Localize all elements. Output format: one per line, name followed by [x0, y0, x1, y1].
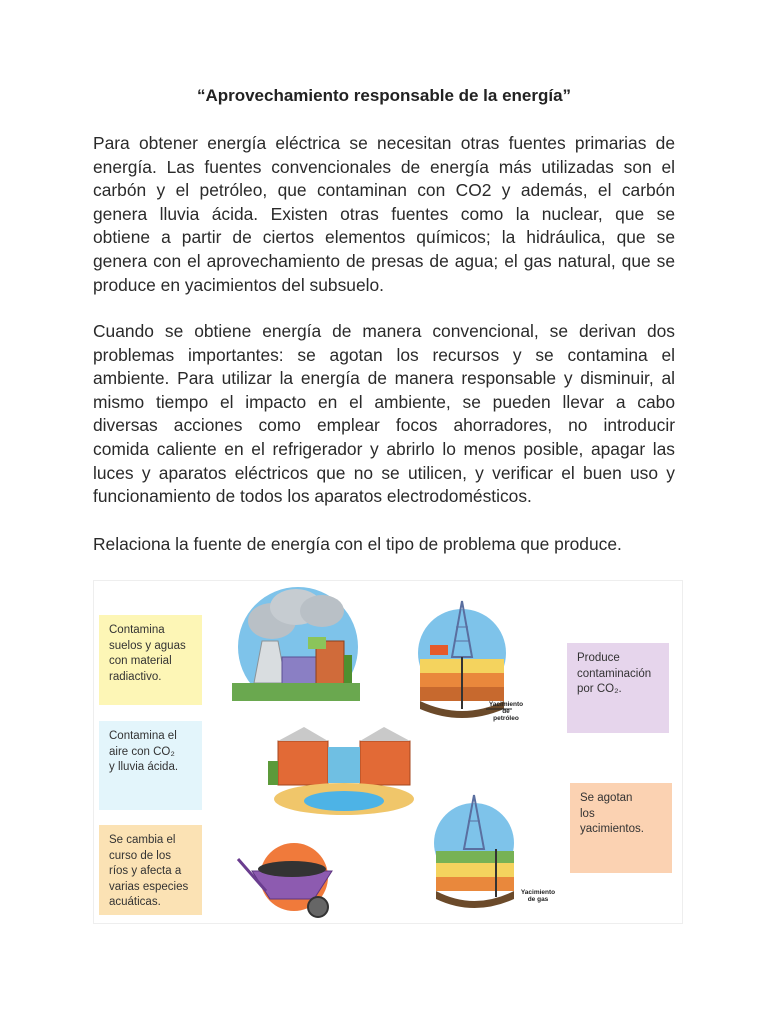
- paragraph-line: problemas importantes: se agotan los recursos y se contamina el: [93, 344, 675, 365]
- paragraph-line: diversas acciones como emplear focos ahorradores, no introducir: [93, 415, 675, 436]
- box-text: con material: [109, 655, 172, 668]
- paragraph-line: produce en yacimientos del subsuelo.: [93, 274, 384, 295]
- box-text: Se agotan: [580, 792, 633, 804]
- coal-wheelbarrow-illustration: [232, 841, 362, 923]
- box-text: varias especies: [109, 880, 189, 893]
- paragraph-problemas: [93, 320, 675, 509]
- box-text: acuáticas.: [109, 896, 161, 909]
- paragraph-line: carbón y el petróleo, que contaminan con CO2 y además, el carbón: [93, 180, 675, 201]
- label-box-radioactive: [99, 615, 202, 705]
- box-text: Contamina: [109, 624, 165, 636]
- box-text: ríos y afecta a: [109, 865, 182, 878]
- box-text: suelos y aguas: [109, 639, 186, 652]
- box-text: y lluvia ácida.: [109, 761, 179, 774]
- hydroelectric-dam-illustration: [264, 727, 424, 817]
- nuclear-plant-illustration: [232, 581, 360, 701]
- caption-text: de: [502, 708, 510, 715]
- box-text: curso de los: [109, 849, 172, 862]
- paragraph-line: mismo tiempo el impacto en el ambiente, se pueden llevar a cabo: [93, 391, 675, 412]
- box-text: Contamina el: [109, 730, 177, 742]
- label-box-rivers: [99, 825, 202, 915]
- box-text: contaminación: [577, 667, 652, 680]
- paragraph-line: luces y aparatos eléctricos que no se utilicen, y verificar el buen uso y: [93, 462, 675, 483]
- page-title: “Aprovechamiento responsable de la energía”: [196, 86, 572, 105]
- box-text: por CO₂.: [577, 683, 622, 696]
- label-box-air: [99, 721, 202, 810]
- paragraph-line: Cuando se obtiene energía de manera convencional, se derivan dos: [93, 321, 675, 341]
- gas-deposit-caption: [514, 889, 562, 903]
- caption-text: Yacimiento: [520, 889, 556, 896]
- oil-deposit-caption: [484, 701, 528, 722]
- instruction-line: Relaciona la fuente de energía con el tipo de problema que produce.: [93, 534, 622, 554]
- box-text: Produce: [577, 652, 620, 664]
- paragraph-line: energía. Las fuentes convencionales de energía más utilizadas son el: [93, 156, 675, 177]
- paragraph-line: comida caliente en el refrigerador y abrirlo lo menos posible, apagar las: [93, 438, 675, 459]
- paragraph-line: obtiene a partir de ciertos elementos químicos; la hidráulica, que se: [93, 227, 675, 248]
- instruction-text: [93, 533, 675, 557]
- label-box-deposits: [570, 783, 672, 873]
- box-text: aire con CO₂: [109, 745, 175, 758]
- label-box-co2: [567, 643, 669, 733]
- paragraph-line: genera con el aprovechamiento de presas de agua; el gas natural, que se: [93, 250, 675, 271]
- gas-well-illustration: [430, 793, 526, 917]
- box-text: yacimientos.: [580, 823, 644, 836]
- paragraph-line: funcionamiento de todos los aparatos electrodomésticos.: [93, 486, 532, 507]
- caption-text: de gas: [527, 896, 549, 903]
- paragraph-line: ambiente. Para utilizar la energía de manera responsable y disminuir, al: [93, 368, 675, 389]
- caption-text: Yacimiento: [488, 701, 524, 708]
- matching-figure: [93, 580, 683, 924]
- box-text: radiactivo.: [109, 670, 162, 683]
- paragraph-line: genera lluvia ácida. Existen otras fuentes como la nuclear, que se: [93, 203, 675, 224]
- box-text: Se cambia el: [109, 834, 176, 846]
- paragraph-line: Para obtener energía eléctrica se necesitan otras fuentes primarias de: [93, 133, 675, 153]
- box-text: los: [580, 807, 595, 820]
- caption-text: petróleo: [493, 715, 519, 722]
- paragraph-fuentes: [93, 132, 675, 297]
